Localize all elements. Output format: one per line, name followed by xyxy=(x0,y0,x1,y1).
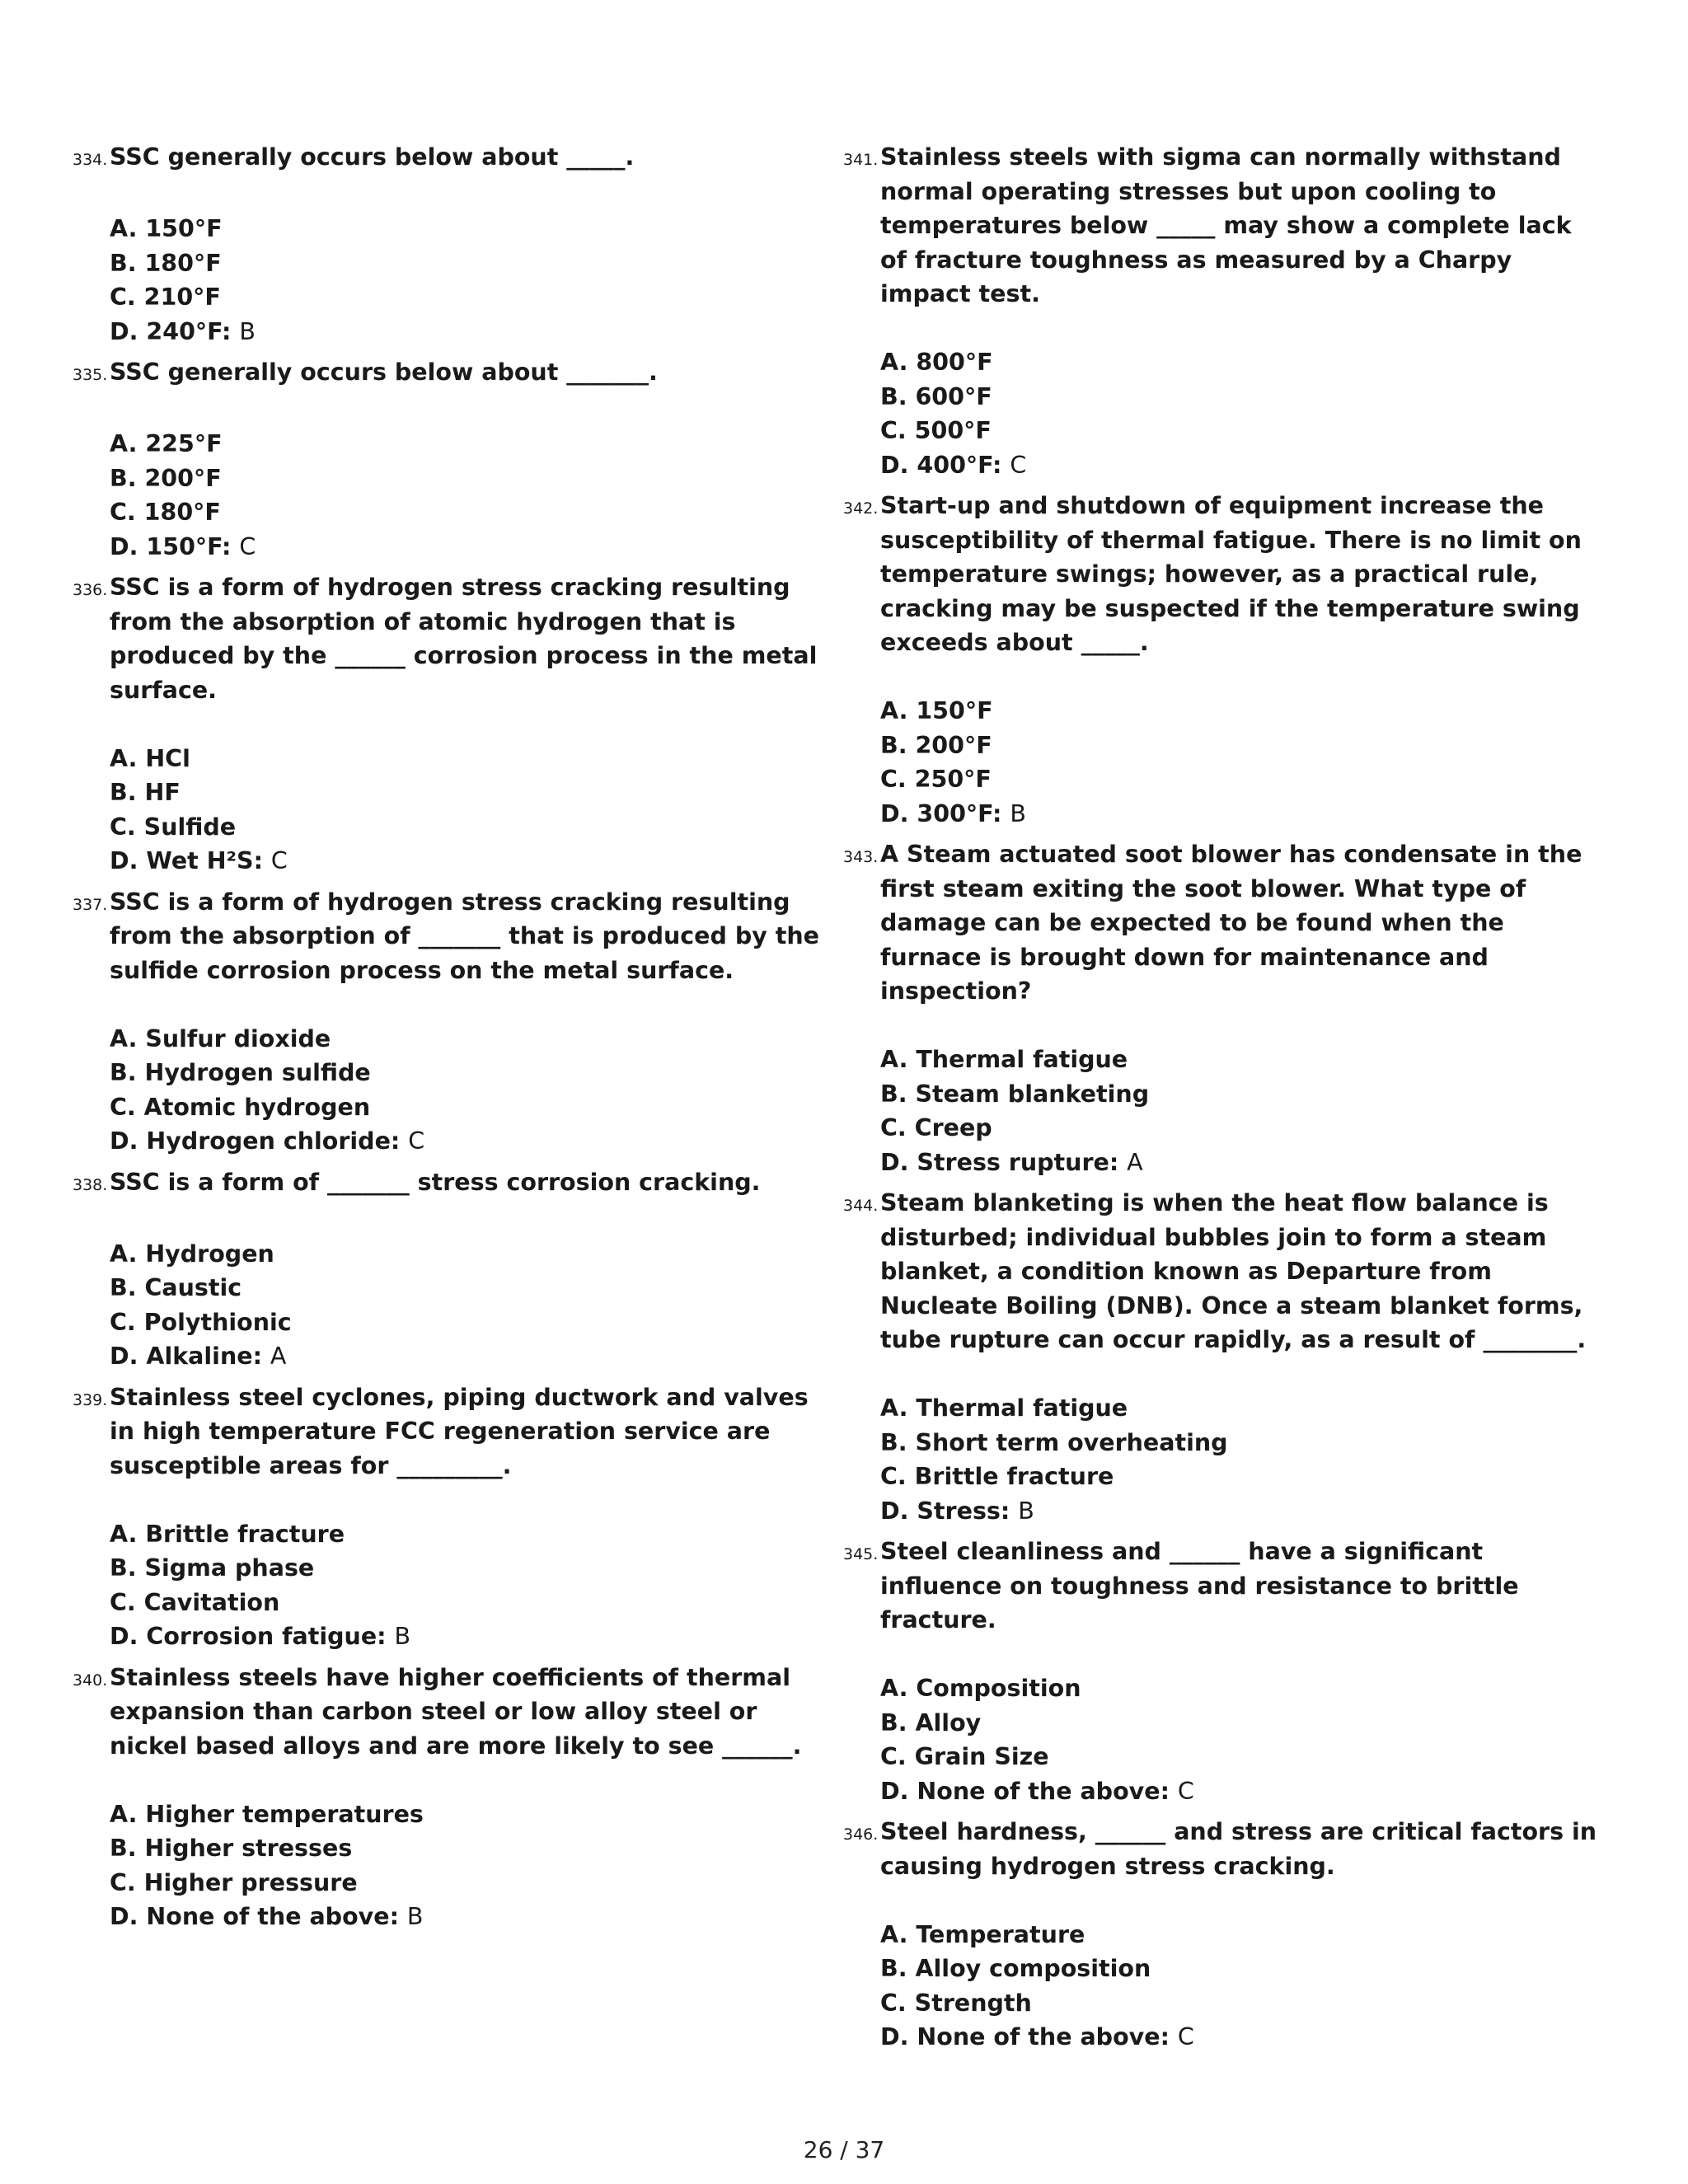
question-number: 345. xyxy=(843,1545,879,1563)
option-item: B. Steam blanketing xyxy=(880,1080,1150,1108)
option-list xyxy=(843,1918,1601,2055)
option-item: C. Cavitation xyxy=(110,1588,280,1616)
question-header xyxy=(843,1186,1601,1357)
question-text: Steel cleanliness and ______ have a significant influence on toughness and resistance to brittle fracture. xyxy=(880,1538,1527,1633)
option-list xyxy=(73,212,823,349)
option-label: D. 300°F: xyxy=(880,799,1002,827)
question-number: 339. xyxy=(73,1390,108,1409)
option-label: D. None of the above: xyxy=(110,1903,399,1930)
question-number: 343. xyxy=(843,848,879,866)
question-number: 337. xyxy=(73,895,108,914)
option-item: C. Polythionic xyxy=(110,1308,292,1336)
question-text: Start-up and shutdown of equipment increase the susceptibility of thermal fatigue. There is no limit on temperature swings; however, as a practical rule, cracking may be suspected if the temperature swing exceeds about _____. xyxy=(880,492,1590,656)
question-header xyxy=(843,140,1601,312)
question-header xyxy=(843,1815,1605,1883)
question-number: 341. xyxy=(843,151,879,169)
option-item-last xyxy=(110,530,823,565)
option-item: B. 180°F xyxy=(110,249,222,277)
option-item: B. Alloy composition xyxy=(880,1955,1151,1982)
option-list xyxy=(843,345,1601,482)
answer-key: C xyxy=(270,847,288,874)
option-item: A. 800°F xyxy=(880,349,993,376)
option-item-last xyxy=(880,1146,1601,1180)
question-header xyxy=(843,837,1601,1009)
option-item: A. Thermal fatigue xyxy=(880,1394,1128,1422)
question-number: 344. xyxy=(843,1197,879,1215)
option-label: D. Corrosion fatigue: xyxy=(110,1623,387,1650)
option-list xyxy=(73,1517,823,1654)
option-list xyxy=(843,1391,1601,1528)
option-label: D. Hydrogen chloride: xyxy=(110,1127,401,1155)
question-item xyxy=(843,489,1601,837)
answer-key: C xyxy=(1010,451,1027,479)
question-item xyxy=(73,355,823,570)
question-number: 342. xyxy=(843,499,879,518)
option-item: B. Caustic xyxy=(110,1274,242,1301)
question-text: SSC is a form of hydrogen stress cracking resulting from the absorption of _______ that is produced by the sulfide corrosion process on the metal surface. xyxy=(110,888,828,984)
answer-key: C xyxy=(1177,2023,1194,2050)
option-label: D. Alkaline: xyxy=(110,1343,262,1370)
answer-key: B xyxy=(239,317,256,345)
answer-key: B xyxy=(1010,799,1026,827)
option-item: B. Short term overheating xyxy=(880,1428,1228,1456)
question-number: 335. xyxy=(73,366,108,384)
question-text: A Steam actuated soot blower has condensate in the first steam exiting the soot blower. What type of damage can be expected to be found when the furnace is brought down for maintenance and inspection? xyxy=(880,841,1591,1005)
question-text: Stainless steel cyclones, piping ductwork and valves in high temperature FCC regeneration service are susceptible areas for _________. xyxy=(110,1383,817,1479)
option-item-last xyxy=(110,1900,823,1934)
option-item: A. HCl xyxy=(110,744,190,772)
question-item xyxy=(843,140,1601,489)
option-item: B. Sigma phase xyxy=(110,1554,315,1582)
option-item-last xyxy=(110,1124,823,1159)
option-item: A. 225°F xyxy=(110,430,223,457)
option-item-last xyxy=(110,315,823,349)
option-item: C. Brittle fracture xyxy=(880,1463,1114,1490)
question-text: Stainless steels with sigma can normally withstand normal operating stresses but upon cooling to temperatures below _____ may show a complete lack of fracture toughness as measured by a Charpy impact test. xyxy=(880,143,1580,307)
question-header xyxy=(73,1165,823,1203)
question-text: SSC is a form of hydrogen stress cracking resulting from the absorption of atomic hydrogen that is produced by the ______ corrosion process in the metal surface. xyxy=(110,574,826,704)
question-text: Steam blanketing is when the heat flow balance is disturbed; individual bubbles join to form a steam blanket, a condition known as Departure from Nucleate Boiling (DNB). Once a steam blanket forms, tube rupture can occur rapidly, as a result of ________. xyxy=(880,1189,1592,1353)
question-header xyxy=(73,570,826,707)
question-number: 340. xyxy=(73,1671,108,1690)
option-item-last xyxy=(880,1494,1601,1529)
question-header xyxy=(73,885,828,988)
option-item-last xyxy=(110,844,823,879)
option-item: A. 150°F xyxy=(110,215,223,242)
question-item xyxy=(73,140,823,355)
question-text: SSC is a form of _______ stress corrosion cracking. xyxy=(110,1168,761,1196)
question-item xyxy=(73,885,828,1165)
answer-key: A xyxy=(1127,1148,1143,1176)
question-text: SSC generally occurs below about _____. xyxy=(110,143,635,171)
question-item xyxy=(843,1186,1601,1535)
option-label: D. Stress: xyxy=(880,1497,1010,1525)
question-item xyxy=(73,1380,823,1661)
option-item-last xyxy=(880,1774,1601,1809)
option-item-last xyxy=(880,797,1601,832)
question-number: 334. xyxy=(73,151,108,169)
option-list xyxy=(73,427,823,564)
option-label: D. Wet H²S: xyxy=(110,847,263,874)
option-item-last xyxy=(880,448,1601,483)
option-item: A. Higher temperatures xyxy=(110,1800,424,1828)
option-item: C. 180°F xyxy=(110,499,221,526)
option-item: C. 210°F xyxy=(110,284,221,311)
option-item: C. Higher pressure xyxy=(110,1868,358,1896)
option-item: A. Sulfur dioxide xyxy=(110,1024,331,1052)
option-item: C. Grain Size xyxy=(880,1743,1049,1770)
answer-key: B xyxy=(406,1903,424,1930)
option-item: C. 250°F xyxy=(880,766,992,793)
question-number: 338. xyxy=(73,1175,108,1194)
question-number: 346. xyxy=(843,1825,879,1844)
answer-key: B xyxy=(394,1623,411,1650)
option-item: A. 150°F xyxy=(880,697,993,724)
answer-key: B xyxy=(1018,1497,1034,1525)
left-column xyxy=(73,140,828,1941)
question-header xyxy=(843,489,1601,660)
question-text: Stainless steels have higher coefficients of thermal expansion than carbon steel or low alloy steel or nickel based alloys and are more likely to see ______. xyxy=(110,1663,802,1760)
question-header xyxy=(843,1535,1601,1638)
option-item: B. Alloy xyxy=(880,1708,982,1736)
question-item xyxy=(843,837,1601,1186)
option-list xyxy=(73,742,823,879)
option-item-last xyxy=(110,1339,823,1374)
option-item: C. Creep xyxy=(880,1114,992,1141)
option-item: A. Brittle fracture xyxy=(110,1520,345,1548)
option-list xyxy=(73,1797,823,1934)
option-label: D. 150°F: xyxy=(110,532,232,560)
option-list xyxy=(843,694,1601,831)
option-label: D. 400°F: xyxy=(880,451,1002,479)
option-item: A. Thermal fatigue xyxy=(880,1046,1128,1073)
option-list xyxy=(73,1022,823,1159)
question-text: Steel hardness, ______ and stress are critical factors in causing hydrogen stress cracking. xyxy=(880,1818,1605,1880)
question-item xyxy=(73,1661,823,1941)
option-item: B. 200°F xyxy=(880,731,992,759)
option-item: C. Strength xyxy=(880,1989,1032,2017)
option-item: C. Atomic hydrogen xyxy=(110,1093,371,1121)
option-item: C. Sulfide xyxy=(110,813,237,841)
option-label: D. None of the above: xyxy=(880,1777,1170,1805)
page-number: 26 / 37 xyxy=(803,2136,885,2163)
question-header xyxy=(73,1661,823,1764)
answer-key: C xyxy=(408,1127,425,1155)
answer-key: C xyxy=(239,532,256,560)
option-item: B. 200°F xyxy=(110,464,222,492)
option-item: C. 500°F xyxy=(880,417,992,444)
right-column xyxy=(843,140,1605,2061)
option-label: D. Stress rupture: xyxy=(880,1148,1119,1176)
question-header xyxy=(73,140,823,178)
option-item-last xyxy=(110,1619,823,1654)
option-item: A. Composition xyxy=(880,1675,1081,1702)
answer-key: A xyxy=(270,1343,287,1370)
option-item: B. Higher stresses xyxy=(110,1835,353,1862)
option-item: B. 600°F xyxy=(880,382,992,410)
option-item: A. Hydrogen xyxy=(110,1240,274,1268)
question-item xyxy=(73,570,826,885)
option-item: A. Temperature xyxy=(880,1920,1085,1948)
option-item-last xyxy=(880,2020,1601,2055)
question-number: 336. xyxy=(73,581,108,599)
option-label: D. 240°F: xyxy=(110,317,232,345)
option-list xyxy=(73,1237,823,1374)
question-header xyxy=(73,1380,823,1483)
option-label: D. None of the above: xyxy=(880,2023,1170,2050)
question-header xyxy=(73,355,823,393)
question-item xyxy=(843,1535,1601,1815)
option-item: B. Hydrogen sulfide xyxy=(110,1059,371,1086)
question-text: SSC generally occurs below about _______. xyxy=(110,359,658,386)
question-item xyxy=(843,1815,1605,2061)
answer-key: C xyxy=(1177,1777,1194,1805)
question-item xyxy=(73,1165,823,1380)
option-list xyxy=(843,1671,1601,1808)
option-item: B. HF xyxy=(110,779,181,806)
option-list xyxy=(843,1043,1601,1179)
